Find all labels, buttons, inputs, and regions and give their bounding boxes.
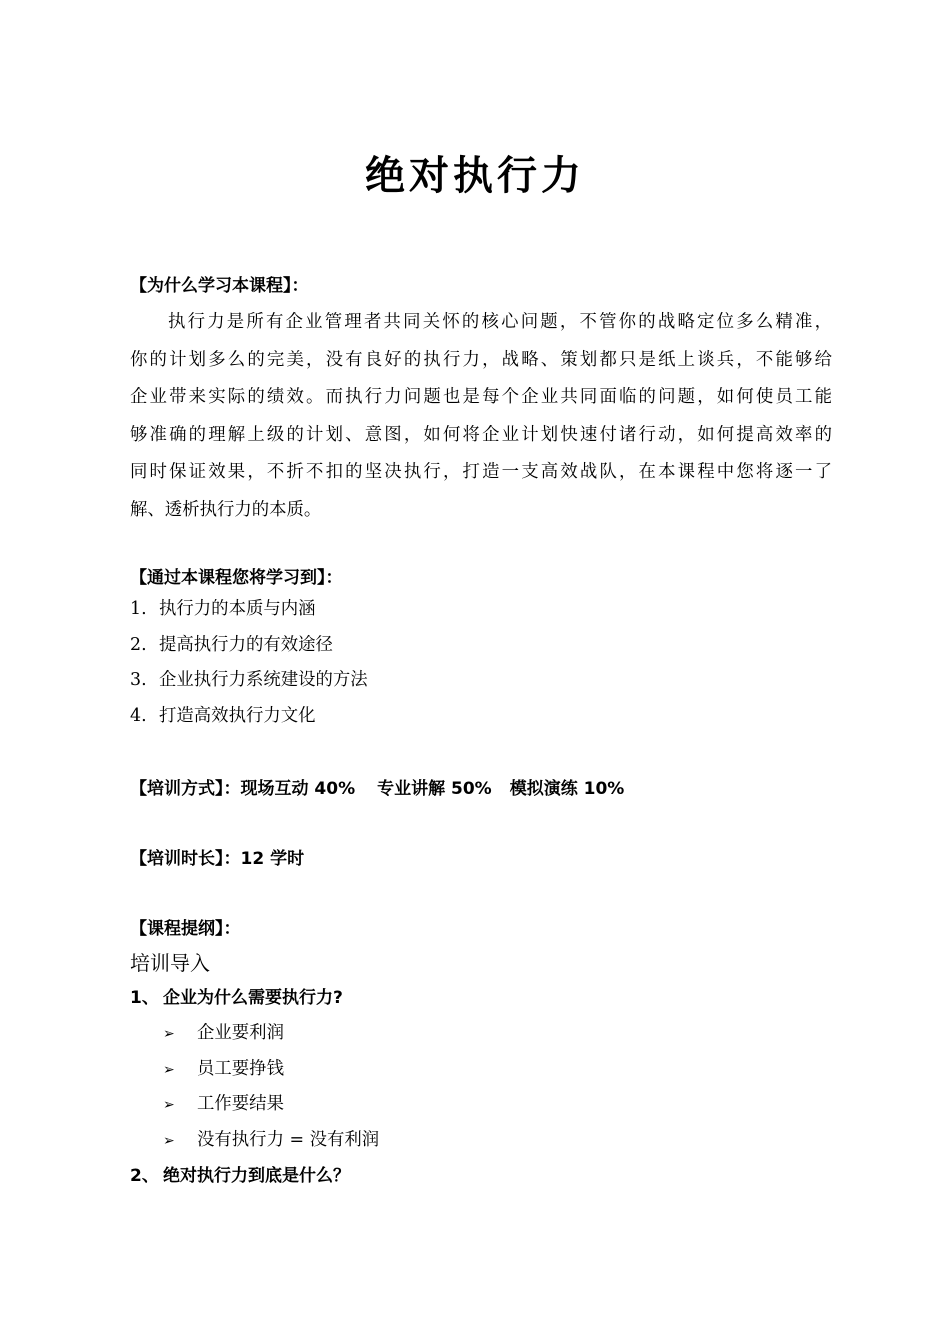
list-number: 3. [130,670,147,690]
list-number: 4. [130,705,147,726]
question-number: 2、 [130,1166,159,1186]
training-method [130,777,624,801]
list-text: 企业执行力系统建设的方法 [159,670,368,690]
why-paragraph [130,304,832,529]
paragraph-line: 够准确的理解上级的计划、意图，如何将企业计划快速付诸行动，如何提高效率的 [130,424,832,445]
paragraph-line: 同时保证效果，不折不扣的坚决执行，打造一支高效战队，在本课程中您将逐一了 [130,462,832,482]
paragraph-line: 你的计划多么的完美，没有良好的执行力，战略、策划都只是纸上谈兵，不能够给 [130,349,832,370]
list-item [130,628,368,664]
list-item [163,1016,379,1052]
bullet-text: 企业要利润 [197,1023,284,1043]
list-item [130,699,368,735]
question-text: 企业为什么需要执行力? [163,988,343,1008]
bullet-text: 没有执行力 = 没有利润 [197,1129,380,1150]
learn-heading: 【通过本课程您将学习到】： [130,568,343,588]
training-duration [130,847,304,871]
arrow-bullet-icon: ➢ [163,1026,175,1042]
list-item [130,592,368,628]
learn-list [130,592,368,734]
paragraph-line: 执行力是所有企业管理者共同关怀的核心问题，不管你的战略定位多么精准， [168,312,832,332]
paragraph-line: 企业带来实际的绩效。而执行力问题也是每个企业共同面临的问题，如何使员工能 [130,387,832,407]
arrow-bullet-icon: ➢ [163,1132,175,1149]
list-text: 执行力的本质与内涵 [159,599,316,619]
list-item [130,663,368,699]
training-duration-label: 【培训时长】： [130,849,241,869]
outline-intro: 培训导入 [130,951,210,975]
training-method-label: 【培训方式】： [130,779,241,799]
question-text: 绝对执行力到底是什么？ [163,1166,350,1186]
training-method-lecture: 专业讲解 50% [377,779,492,799]
training-method-interactive: 现场互动 40% [240,779,356,799]
outline-heading: 【课程提纲】： [130,919,241,939]
outline-question-1 [130,986,343,1010]
why-heading: 【为什么学习本课程】： [130,276,309,296]
list-text: 打造高效执行力文化 [159,705,316,726]
training-method-simulation: 模拟演练 10% [509,779,625,799]
bullet-text: 员工要挣钱 [197,1058,284,1079]
arrow-bullet-icon: ➢ [163,1061,175,1078]
outline-question-2 [130,1164,350,1188]
outline-bullets [163,1016,379,1158]
arrow-bullet-icon: ➢ [163,1097,175,1113]
list-item [163,1123,379,1159]
question-number: 1、 [130,988,159,1008]
list-item [163,1087,379,1123]
list-text: 提高执行力的有效途径 [159,634,333,655]
list-item [163,1052,379,1088]
bullet-text: 工作要结果 [197,1094,284,1114]
paragraph-line: 解、透析执行力的本质。 [130,499,322,520]
list-number: 1. [130,599,147,619]
training-duration-value: 12 学时 [240,849,305,869]
document-title: 绝对执行力 [365,153,585,199]
list-number: 2. [130,634,147,655]
